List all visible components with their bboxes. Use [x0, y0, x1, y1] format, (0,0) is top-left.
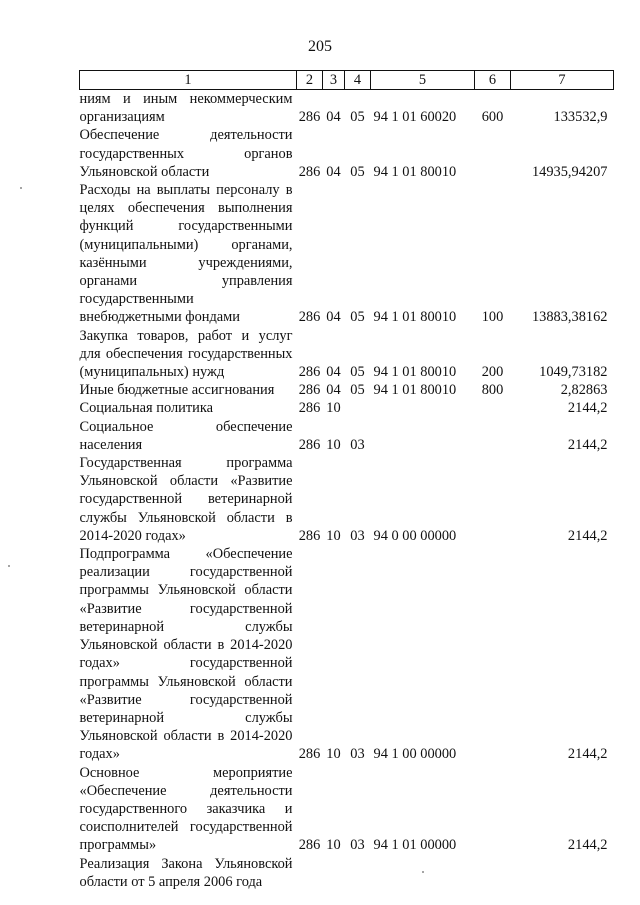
row-col-2: 286: [298, 746, 321, 763]
row-col-7: 133532,9: [553, 109, 608, 126]
table-row: [80, 855, 614, 891]
table-row: [80, 418, 614, 454]
row-col-5: 94 1 00 00000: [373, 746, 457, 763]
header-row: [80, 71, 614, 90]
row-col-7: 13883,38162: [531, 309, 608, 326]
table-row: [80, 327, 614, 382]
row-col-7: 1049,73182: [539, 364, 608, 381]
row-col-3: 10: [326, 400, 341, 417]
row-col-6: [475, 764, 511, 855]
row-col-6: 200: [481, 364, 504, 381]
table-row: [80, 454, 614, 545]
row-col-5: 94 1 01 80010: [373, 163, 457, 180]
row-col-4: 03: [350, 436, 365, 453]
row-col-3: 10: [326, 436, 341, 453]
row-name: ниям и иным некоммерческим организациям: [79, 91, 293, 126]
table-row: [80, 381, 614, 399]
row-col-4: [345, 855, 371, 891]
scan-speck: [422, 871, 424, 873]
row-name: Расходы на выплаты персоналу в целях обеспечения выполнения функций государственными (муниципальными) органами, казёнными учреждениями, органами управления государственными внебюджетными фондами: [79, 182, 293, 326]
scan-speck: [20, 187, 22, 189]
header-col-7: 7: [511, 71, 614, 90]
row-col-4: [345, 399, 371, 417]
row-col-6: [475, 126, 511, 181]
row-col-5: 94 1 01 80010: [373, 364, 457, 381]
row-col-3: 04: [326, 382, 341, 399]
row-col-2: 286: [298, 527, 321, 544]
row-col-2: [297, 855, 323, 891]
row-col-5: 94 1 01 60020: [373, 109, 457, 126]
row-col-6: [475, 545, 511, 763]
row-col-5: [371, 418, 475, 454]
row-col-2: 286: [298, 309, 321, 326]
row-name: Основное мероприятие «Обеспечение деятельности государственного заказчика и соисполнителей государственной программы»: [79, 764, 293, 854]
row-col-6: [475, 399, 511, 417]
row-col-4: 05: [350, 364, 365, 381]
row-name: Социальная политика: [79, 400, 213, 417]
table-row: [80, 90, 614, 127]
header-col-5: 5: [371, 71, 475, 90]
row-col-3: 04: [326, 163, 341, 180]
row-col-5: 94 1 01 80010: [373, 382, 457, 399]
row-col-2: 286: [298, 400, 321, 417]
row-col-3: 10: [326, 746, 341, 763]
table-row: [80, 399, 614, 417]
row-col-3: 04: [326, 309, 341, 326]
row-col-3: 04: [326, 109, 341, 126]
table-row: [80, 181, 614, 327]
row-col-6: 800: [481, 382, 504, 399]
table-row: [80, 126, 614, 181]
header-col-3: 3: [323, 71, 345, 90]
row-col-4: 03: [350, 527, 365, 544]
table-row: [80, 764, 614, 855]
row-name: Реализация Закона Ульяновской области от 5 апреля 2006 года: [79, 855, 293, 890]
row-col-2: 286: [298, 837, 321, 854]
row-col-3: 10: [326, 527, 341, 544]
row-col-3: [323, 855, 345, 891]
row-col-7: 2144,2: [567, 527, 608, 544]
row-name: Закупка товаров, работ и услуг для обеспечения государственных (муниципальных) нужд: [79, 327, 293, 381]
row-col-6: [475, 454, 511, 545]
table-body: [80, 90, 614, 891]
row-col-6: [475, 418, 511, 454]
row-col-2: 286: [298, 364, 321, 381]
scan-speck: [8, 565, 10, 567]
row-col-4: 05: [350, 163, 365, 180]
header-col-4: 4: [345, 71, 371, 90]
row-col-2: 286: [298, 163, 321, 180]
row-col-5: 94 1 01 80010: [373, 309, 457, 326]
row-name: Социальное обеспечение населения: [79, 418, 293, 453]
row-col-4: 05: [350, 382, 365, 399]
row-col-6: 100: [481, 309, 504, 326]
row-col-7: 2144,2: [567, 400, 608, 417]
row-col-4: 03: [350, 837, 365, 854]
header-col-6: 6: [475, 71, 511, 90]
row-col-7: 2144,2: [567, 436, 608, 453]
row-col-6: [475, 855, 511, 891]
row-col-7: [511, 855, 614, 891]
row-col-3: 04: [326, 364, 341, 381]
row-col-2: 286: [298, 436, 321, 453]
row-col-5: [371, 399, 475, 417]
row-name: Иные бюджетные ассигнования: [79, 382, 275, 399]
header-col-1: 1: [80, 71, 297, 90]
table-row: [80, 545, 614, 763]
row-col-2: 286: [298, 382, 321, 399]
row-col-4: 03: [350, 746, 365, 763]
page-number: 205: [308, 38, 332, 55]
row-col-4: 05: [350, 109, 365, 126]
row-col-5: 94 1 01 00000: [373, 837, 457, 854]
budget-table: [79, 70, 614, 891]
row-name: Государственная программа Ульяновской области «Развитие государственной ветеринарной службы Ульяновской области в 2014-2020 годах»: [79, 455, 293, 544]
row-col-5: 94 0 00 00000: [373, 527, 457, 544]
row-name: Обеспечение деятельности государственных органов Ульяновской области: [79, 127, 293, 180]
row-col-7: 2,82863: [560, 382, 608, 399]
row-col-7: 14935,94207: [531, 163, 608, 180]
row-col-6: 600: [481, 109, 504, 126]
row-col-7: 2144,2: [567, 837, 608, 854]
row-col-2: 286: [298, 109, 321, 126]
header-col-2: 2: [297, 71, 323, 90]
row-col-4: 05: [350, 309, 365, 326]
row-name: Подпрограмма «Обеспечение реализации государственной программы Ульяновской области «Развитие государственной ветеринарной службы Ульяновской области в 2014-2020 годах» государственной программы Ульяновской области «Развитие государственной ветеринарной службы Ульяновской области в 2014-2020 годах»: [79, 546, 293, 763]
row-col-7: 2144,2: [567, 746, 608, 763]
row-col-3: 10: [326, 837, 341, 854]
